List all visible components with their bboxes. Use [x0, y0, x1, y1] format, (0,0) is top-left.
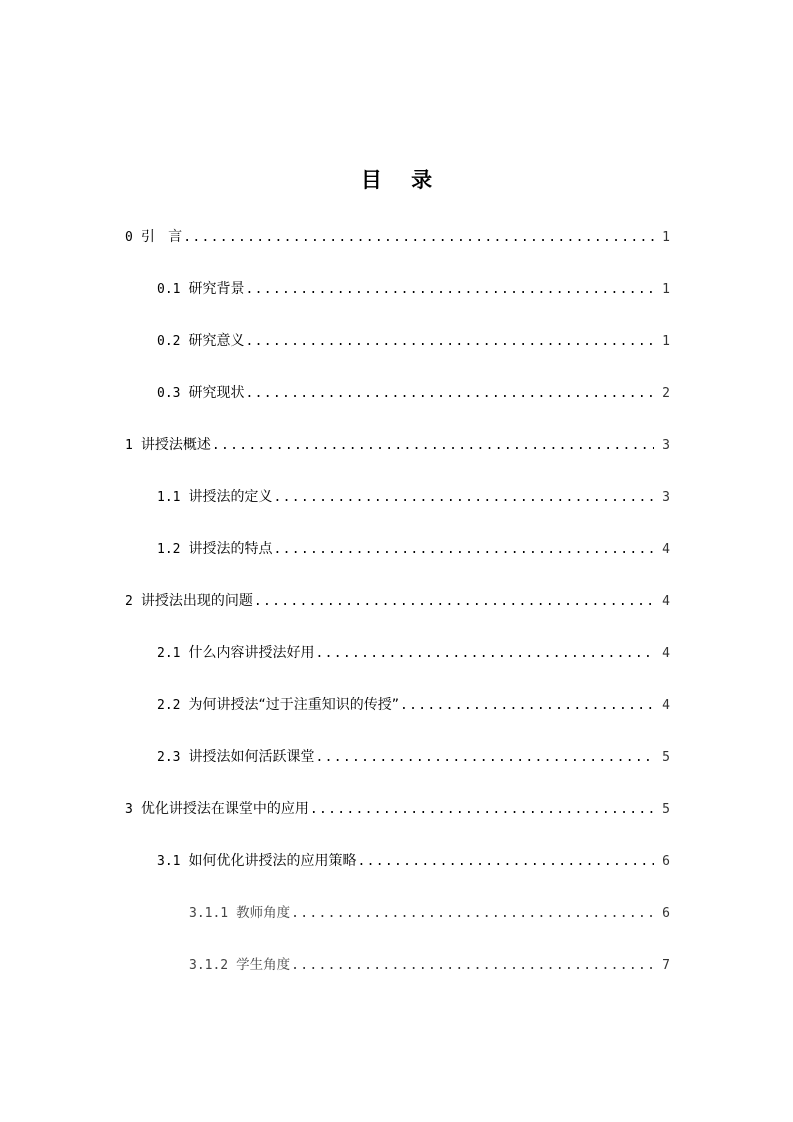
toc-entry-text: 什么内容讲授法好用: [188, 645, 315, 661]
toc-entry[interactable]: [189, 955, 670, 975]
toc-leader-dots: [245, 280, 654, 300]
toc-entry-page: 5: [662, 750, 670, 765]
toc-entry-number: 0.2: [157, 334, 181, 349]
toc-entry[interactable]: [125, 591, 670, 611]
toc-entry[interactable]: [157, 331, 670, 351]
toc-entry[interactable]: [157, 539, 670, 559]
toc-entry[interactable]: [157, 747, 670, 767]
toc-entry-text: 学生角度: [236, 957, 291, 973]
toc-entry[interactable]: [189, 903, 670, 923]
toc-entry-page: 4: [662, 594, 670, 609]
toc-entry-number: 3.1: [157, 854, 181, 869]
toc-entry-page: 7: [662, 958, 670, 973]
toc-entry-page: 6: [662, 906, 670, 921]
toc-entry-page: 2: [662, 386, 670, 401]
toc-entry[interactable]: [157, 643, 670, 663]
toc-leader-dots: [315, 644, 654, 664]
toc-leader-dots: [400, 696, 654, 716]
toc-entry[interactable]: [157, 851, 670, 871]
toc-entry-text: 研究背景: [188, 281, 245, 297]
toc-entry-number: 0.1: [157, 282, 181, 297]
toc-entry-number: 0.3: [157, 386, 181, 401]
toc-entry[interactable]: [157, 695, 670, 715]
toc-entry-number: 3.1.2: [189, 958, 229, 973]
toc-leader-dots: [310, 800, 654, 820]
toc-entry-text: 如何优化讲授法的应用策略: [188, 853, 357, 869]
toc-leader-dots: [245, 384, 654, 404]
toc-entry-number: 0: [125, 230, 133, 245]
toc-entry[interactable]: [157, 279, 670, 299]
toc-leader-dots: [254, 592, 654, 612]
toc-entry-text: 优化讲授法在课堂中的应用: [140, 801, 309, 817]
toc-entry-page: 4: [662, 646, 670, 661]
toc-entry-text: 引 言: [140, 229, 183, 245]
toc-leader-dots: [357, 852, 654, 872]
toc-leader-dots: [273, 540, 654, 560]
toc-leader-dots: [212, 436, 654, 456]
toc-entry-page: 1: [662, 334, 670, 349]
toc-entry-text: 讲授法出现的问题: [140, 593, 253, 609]
toc-leader-dots: [245, 332, 654, 352]
toc-entry-text: 研究现状: [188, 385, 245, 401]
toc-entry-number: 2.3: [157, 750, 181, 765]
toc-entry[interactable]: [125, 435, 670, 455]
toc-entry-text: 讲授法的定义: [188, 489, 273, 505]
toc-entry-text: 为何讲授法“过于注重知识的传授”: [188, 697, 399, 713]
toc-entry-number: 1: [125, 438, 133, 453]
toc-entry-page: 6: [662, 854, 670, 869]
toc-entry-text: 讲授法概述: [140, 437, 211, 453]
toc-leader-dots: [291, 956, 654, 976]
toc-entry[interactable]: [157, 383, 670, 403]
toc-leader-dots: [273, 488, 654, 508]
toc-entry-number: 2.2: [157, 698, 181, 713]
toc-entry-number: 1.2: [157, 542, 181, 557]
toc-entry-text: 讲授法的特点: [188, 541, 273, 557]
toc-leader-dots: [183, 228, 654, 248]
toc-entry-page: 4: [662, 542, 670, 557]
toc-entry-number: 1.1: [157, 490, 181, 505]
toc-entry-text: 研究意义: [188, 333, 245, 349]
toc-title: 目 录: [360, 168, 433, 192]
toc-leader-dots: [315, 748, 654, 768]
toc-entry[interactable]: [125, 799, 670, 819]
toc-entry-page: 3: [662, 438, 670, 453]
toc-entry-text: 教师角度: [236, 905, 291, 921]
toc-entry-page: 3: [662, 490, 670, 505]
toc-entry-page: 1: [662, 230, 670, 245]
toc-entry-text: 讲授法如何活跃课堂: [188, 749, 315, 765]
toc-entry-page: 5: [662, 802, 670, 817]
toc-entry-number: 3: [125, 802, 133, 817]
toc-entry[interactable]: [125, 227, 670, 247]
toc-entry[interactable]: [157, 487, 670, 507]
toc-entry-number: 2.1: [157, 646, 181, 661]
toc-entry-page: 4: [662, 698, 670, 713]
toc-entry-page: 1: [662, 282, 670, 297]
toc-entry-number: 3.1.1: [189, 906, 229, 921]
toc-entry-number: 2: [125, 594, 133, 609]
toc-leader-dots: [291, 904, 654, 924]
